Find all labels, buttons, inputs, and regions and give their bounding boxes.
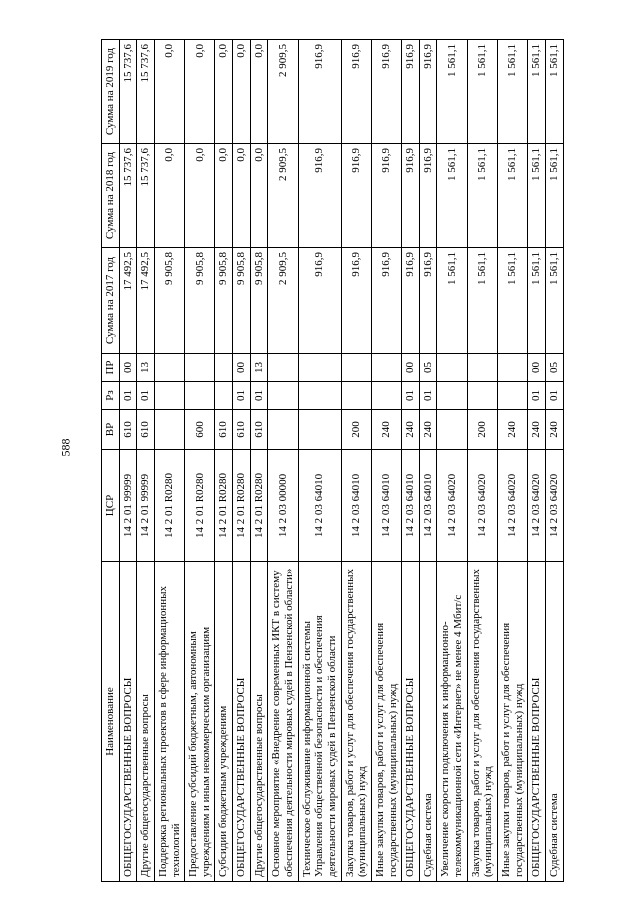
header-rz: Рз bbox=[102, 382, 120, 410]
cell-rz: 01 bbox=[419, 382, 437, 410]
table-row bbox=[437, 40, 467, 882]
cell-sum-2019: 916,9 bbox=[419, 40, 437, 144]
table-row bbox=[154, 40, 184, 882]
cell-sum-2017: 9 905,8 bbox=[250, 248, 268, 354]
cell-csr: 14 2 01 99999 bbox=[119, 450, 137, 562]
cell-vr: 600 bbox=[185, 410, 215, 450]
cell-sum-2019: 1 561,1 bbox=[528, 40, 546, 144]
cell-pr: 05 bbox=[419, 354, 437, 382]
cell-vr bbox=[298, 410, 341, 450]
cell-name: ОБЩЕГОСУДАРСТВЕННЫЕ ВОПРОСЫ bbox=[119, 562, 137, 882]
cell-sum-2019: 0,0 bbox=[250, 40, 268, 144]
cell-vr: 610 bbox=[137, 410, 155, 450]
cell-sum-2019: 2 909,5 bbox=[268, 40, 298, 144]
cell-vr: 240 bbox=[528, 410, 546, 450]
cell-name: ОБЩЕГОСУДАРСТВЕННЫЕ ВОПРОСЫ bbox=[402, 562, 420, 882]
cell-name: Техническое обслуживание информационной системы Управления общественной безопасности и обеспечения деятельности мировых судей в Пензенской области bbox=[298, 562, 341, 882]
cell-name: Другие общегосударственные вопросы bbox=[250, 562, 268, 882]
cell-sum-2018: 15 737,6 bbox=[119, 144, 137, 248]
cell-sum-2018: 1 561,1 bbox=[545, 144, 563, 248]
cell-vr: 240 bbox=[545, 410, 563, 450]
cell-pr bbox=[467, 354, 497, 382]
header-sum-2017: Сумма на 2017 год bbox=[102, 248, 120, 354]
cell-vr: 240 bbox=[498, 410, 528, 450]
table-row bbox=[545, 40, 563, 882]
cell-csr: 14 2 01 R0280 bbox=[154, 450, 184, 562]
table-row bbox=[419, 40, 437, 882]
cell-rz bbox=[298, 382, 341, 410]
cell-rz: 01 bbox=[233, 382, 251, 410]
cell-pr: 13 bbox=[137, 354, 155, 382]
cell-sum-2017: 916,9 bbox=[341, 248, 371, 354]
cell-sum-2017: 17 492,5 bbox=[119, 248, 137, 354]
cell-rz bbox=[371, 382, 401, 410]
cell-sum-2017: 1 561,1 bbox=[467, 248, 497, 354]
table-header-row bbox=[102, 40, 120, 882]
cell-rz: 01 bbox=[119, 382, 137, 410]
cell-sum-2018: 1 561,1 bbox=[498, 144, 528, 248]
cell-sum-2018: 1 561,1 bbox=[528, 144, 546, 248]
cell-name: Иные закупки товаров, работ и услуг для обеспечения государственных (муниципальных) нужд bbox=[498, 562, 528, 882]
cell-sum-2018: 916,9 bbox=[402, 144, 420, 248]
cell-sum-2017: 1 561,1 bbox=[437, 248, 467, 354]
table-row bbox=[215, 40, 233, 882]
cell-sum-2019: 916,9 bbox=[402, 40, 420, 144]
cell-rz bbox=[268, 382, 298, 410]
cell-name: Поддержка региональных проектов в сфере информационных технологий bbox=[154, 562, 184, 882]
cell-sum-2017: 916,9 bbox=[371, 248, 401, 354]
cell-pr bbox=[268, 354, 298, 382]
cell-name: Закупка товаров, работ и услуг для обеспечения государственных (муниципальных) нужд bbox=[467, 562, 497, 882]
table-row bbox=[137, 40, 155, 882]
cell-name: Закупка товаров, работ и услуг для обеспечения государственных (муниципальных) нужд bbox=[341, 562, 371, 882]
cell-csr: 14 2 01 R0280 bbox=[250, 450, 268, 562]
cell-sum-2019: 0,0 bbox=[215, 40, 233, 144]
header-sum-2018: Сумма на 2018 год bbox=[102, 144, 120, 248]
cell-sum-2017: 916,9 bbox=[419, 248, 437, 354]
cell-sum-2019: 1 561,1 bbox=[545, 40, 563, 144]
cell-sum-2018: 916,9 bbox=[419, 144, 437, 248]
cell-vr: 610 bbox=[215, 410, 233, 450]
table-row bbox=[498, 40, 528, 882]
cell-sum-2019: 15 737,6 bbox=[137, 40, 155, 144]
cell-pr bbox=[215, 354, 233, 382]
cell-csr: 14 2 03 64010 bbox=[298, 450, 341, 562]
cell-sum-2017: 9 905,8 bbox=[154, 248, 184, 354]
cell-sum-2019: 0,0 bbox=[154, 40, 184, 144]
cell-sum-2017: 1 561,1 bbox=[545, 248, 563, 354]
cell-rz bbox=[498, 382, 528, 410]
cell-csr: 14 2 03 64020 bbox=[467, 450, 497, 562]
cell-vr: 200 bbox=[341, 410, 371, 450]
cell-name: ОБЩЕГОСУДАРСТВЕННЫЕ ВОПРОСЫ bbox=[528, 562, 546, 882]
cell-sum-2018: 0,0 bbox=[215, 144, 233, 248]
cell-sum-2019: 0,0 bbox=[185, 40, 215, 144]
header-pr: ПР bbox=[102, 354, 120, 382]
cell-sum-2019: 916,9 bbox=[371, 40, 401, 144]
table-row bbox=[233, 40, 251, 882]
cell-vr: 610 bbox=[119, 410, 137, 450]
cell-vr: 240 bbox=[419, 410, 437, 450]
header-csr: ЦСР bbox=[102, 450, 120, 562]
header-sum-2019: Сумма на 2019 год bbox=[102, 40, 120, 144]
cell-sum-2017: 916,9 bbox=[402, 248, 420, 354]
cell-csr: 14 2 03 64020 bbox=[528, 450, 546, 562]
cell-rz bbox=[154, 382, 184, 410]
cell-vr: 610 bbox=[250, 410, 268, 450]
cell-sum-2017: 916,9 bbox=[298, 248, 341, 354]
cell-sum-2018: 916,9 bbox=[341, 144, 371, 248]
cell-vr bbox=[268, 410, 298, 450]
cell-name: Иные закупки товаров, работ и услуг для обеспечения государственных (муниципальных) нужд bbox=[371, 562, 401, 882]
cell-name: Судебная система bbox=[419, 562, 437, 882]
cell-vr: 610 bbox=[233, 410, 251, 450]
cell-csr: 14 2 03 64010 bbox=[419, 450, 437, 562]
cell-name: Увеличение скорости подключения к информационно-телекоммуникационной сети «Интернет» не менее 4 Мбит/с bbox=[437, 562, 467, 882]
cell-rz: 01 bbox=[545, 382, 563, 410]
budget-table bbox=[101, 39, 564, 882]
table-row bbox=[402, 40, 420, 882]
cell-rz bbox=[437, 382, 467, 410]
page-number: 588 bbox=[58, 438, 73, 457]
table-row bbox=[268, 40, 298, 882]
cell-rz: 01 bbox=[402, 382, 420, 410]
header-vr: ВР bbox=[102, 410, 120, 450]
table-row bbox=[298, 40, 341, 882]
cell-pr: 00 bbox=[528, 354, 546, 382]
cell-sum-2017: 1 561,1 bbox=[528, 248, 546, 354]
cell-csr: 14 2 01 R0280 bbox=[185, 450, 215, 562]
cell-pr bbox=[437, 354, 467, 382]
cell-rz: 01 bbox=[528, 382, 546, 410]
cell-pr bbox=[498, 354, 528, 382]
table-row bbox=[341, 40, 371, 882]
cell-pr: 05 bbox=[545, 354, 563, 382]
cell-sum-2017: 2 909,5 bbox=[268, 248, 298, 354]
header-name: Наименование bbox=[102, 562, 120, 882]
cell-sum-2018: 15 737,6 bbox=[137, 144, 155, 248]
cell-sum-2017: 17 492,5 bbox=[137, 248, 155, 354]
cell-sum-2018: 0,0 bbox=[233, 144, 251, 248]
cell-csr: 14 2 03 64010 bbox=[341, 450, 371, 562]
cell-sum-2017: 9 905,8 bbox=[215, 248, 233, 354]
cell-sum-2019: 1 561,1 bbox=[498, 40, 528, 144]
cell-pr bbox=[298, 354, 341, 382]
cell-sum-2017: 9 905,8 bbox=[185, 248, 215, 354]
cell-pr: 00 bbox=[233, 354, 251, 382]
cell-name: Субсидии бюджетным учреждениям bbox=[215, 562, 233, 882]
cell-sum-2018: 0,0 bbox=[250, 144, 268, 248]
cell-sum-2018: 0,0 bbox=[185, 144, 215, 248]
cell-sum-2019: 916,9 bbox=[341, 40, 371, 144]
cell-sum-2019: 916,9 bbox=[298, 40, 341, 144]
cell-csr: 14 2 03 64010 bbox=[371, 450, 401, 562]
table-row bbox=[185, 40, 215, 882]
cell-sum-2018: 916,9 bbox=[298, 144, 341, 248]
cell-pr: 00 bbox=[119, 354, 137, 382]
cell-pr bbox=[154, 354, 184, 382]
cell-sum-2018: 1 561,1 bbox=[467, 144, 497, 248]
cell-vr: 240 bbox=[402, 410, 420, 450]
table-row bbox=[467, 40, 497, 882]
cell-pr: 00 bbox=[402, 354, 420, 382]
cell-sum-2018: 916,9 bbox=[371, 144, 401, 248]
cell-csr: 14 2 01 R0280 bbox=[215, 450, 233, 562]
cell-rz: 01 bbox=[137, 382, 155, 410]
cell-csr: 14 2 03 64010 bbox=[402, 450, 420, 562]
cell-sum-2019: 1 561,1 bbox=[467, 40, 497, 144]
cell-pr bbox=[185, 354, 215, 382]
cell-name: ОБЩЕГОСУДАРСТВЕННЫЕ ВОПРОСЫ bbox=[233, 562, 251, 882]
table-row bbox=[528, 40, 546, 882]
budget-table-container bbox=[101, 40, 560, 882]
cell-sum-2018: 1 561,1 bbox=[437, 144, 467, 248]
table-row bbox=[371, 40, 401, 882]
cell-csr: 14 2 03 64020 bbox=[498, 450, 528, 562]
cell-name: Основное мероприятие «Внедрение современных ИКТ в систему обеспечения деятельности мировых судей в Пензенской области» bbox=[268, 562, 298, 882]
cell-csr: 14 2 03 64020 bbox=[437, 450, 467, 562]
cell-csr: 14 2 03 00000 bbox=[268, 450, 298, 562]
cell-name: Судебная система bbox=[545, 562, 563, 882]
cell-csr: 14 2 01 99999 bbox=[137, 450, 155, 562]
cell-csr: 14 2 01 R0280 bbox=[233, 450, 251, 562]
cell-name: Предоставление субсидий бюджетным, автономным учреждениям и иным некоммерческим организациям bbox=[185, 562, 215, 882]
cell-sum-2017: 1 561,1 bbox=[498, 248, 528, 354]
cell-vr bbox=[154, 410, 184, 450]
table-row bbox=[119, 40, 137, 882]
cell-rz bbox=[185, 382, 215, 410]
table-row bbox=[250, 40, 268, 882]
cell-sum-2017: 9 905,8 bbox=[233, 248, 251, 354]
cell-name: Другие общегосударственные вопросы bbox=[137, 562, 155, 882]
cell-pr: 13 bbox=[250, 354, 268, 382]
cell-rz bbox=[467, 382, 497, 410]
cell-sum-2018: 2 909,5 bbox=[268, 144, 298, 248]
cell-sum-2019: 15 737,6 bbox=[119, 40, 137, 144]
cell-rz bbox=[341, 382, 371, 410]
cell-sum-2019: 1 561,1 bbox=[437, 40, 467, 144]
cell-csr: 14 2 03 64020 bbox=[545, 450, 563, 562]
cell-vr: 240 bbox=[371, 410, 401, 450]
cell-rz: 01 bbox=[250, 382, 268, 410]
cell-rz bbox=[215, 382, 233, 410]
cell-vr bbox=[437, 410, 467, 450]
cell-vr: 200 bbox=[467, 410, 497, 450]
cell-sum-2019: 0,0 bbox=[233, 40, 251, 144]
cell-pr bbox=[371, 354, 401, 382]
cell-pr bbox=[341, 354, 371, 382]
table-body bbox=[119, 40, 563, 882]
cell-sum-2018: 0,0 bbox=[154, 144, 184, 248]
